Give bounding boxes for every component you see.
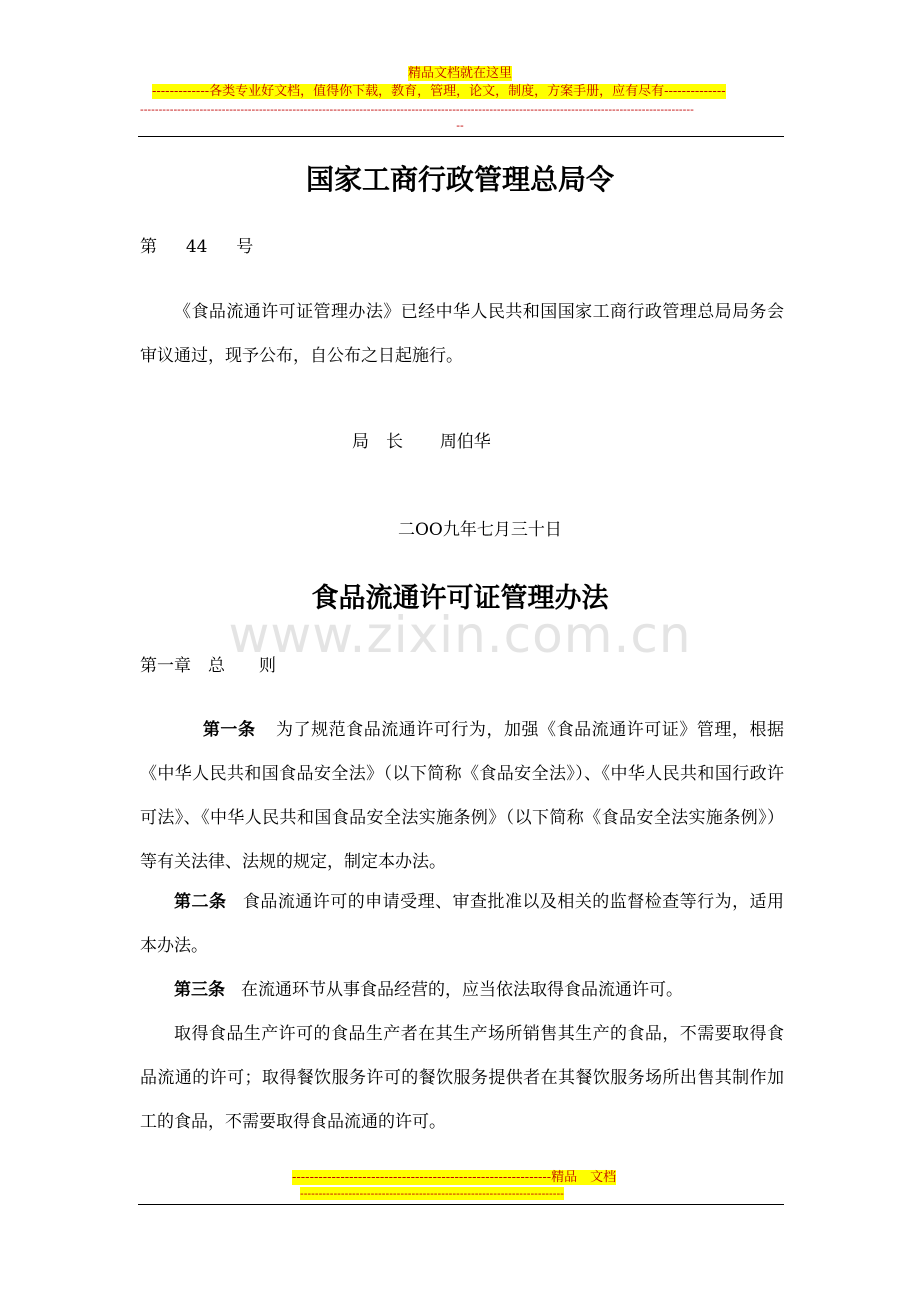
footer-rule (138, 1204, 784, 1205)
chapter-heading: 第一章 总 则 (140, 656, 276, 676)
watermark: www.zixin.com.cn (228, 606, 692, 664)
footer-dash-line: ----------------------------------------------------------------------- (300, 1187, 564, 1200)
article-1 (140, 708, 784, 884)
article-2 (140, 880, 784, 968)
header-rule (138, 136, 784, 137)
signer-name: 周伯华 (439, 432, 491, 452)
article-3-continued-text: 取得食品生产许可的食品生产者在其生产场所销售其生产的食品，不需要取得食品流通的许可；取得餐饮服务许可的餐饮服务提供者在其餐饮服务场所出售其制作加工的食品，不需要取得食品流通的许可。 (140, 1024, 784, 1132)
article-3-continued (140, 1012, 784, 1144)
header-dash-line-end: -- (456, 119, 464, 132)
header-dash-line: ----------------------------------------------------------------------------------------------------------------------------------------------------- (140, 104, 694, 116)
article-3 (140, 968, 784, 1012)
order-number: 44 (185, 237, 208, 257)
article-1-text: 为了规范食品流通许可行为，加强《食品流通许可证》管理，根据《中华人民共和国食品安全法》（以下简称《食品安全法》）、《中华人民共和国行政许可法》、《中华人民共和国食品安全法实施条例》（以下简称《食品安全法实施条例》）等有关法律、法规的规定，制定本办法。 (140, 720, 785, 872)
order-number-prefix: 第 (140, 237, 157, 257)
article-2-text: 食品流通许可的申请受理、审查批准以及相关的监督检查等行为，适用本办法。 (140, 892, 785, 956)
order-paragraph-text: 《食品流通许可证管理办法》已经中华人民共和国国家工商行政管理总局局务会审议通过，现予公布，自公布之日起施行。 (140, 302, 784, 366)
signer-line (352, 431, 491, 453)
article-1-label: 第一条 (202, 720, 256, 740)
header-banner-title: 精品文档就在这里 (407, 66, 512, 81)
measures-title: 食品流通许可证管理办法 (311, 583, 609, 614)
order-title: 国家工商行政管理总局令 (305, 163, 614, 196)
article-2-label: 第二条 (174, 892, 227, 912)
order-number-line (140, 236, 253, 258)
article-3-text: 在流通环节从事食品经营的，应当依法取得食品流通许可。 (241, 980, 683, 1000)
article-3-label: 第三条 (174, 980, 225, 1000)
order-number-suffix: 号 (236, 237, 254, 257)
header-banner-tagline: -------------各类专业好文档，值得你下载，教育，管理，论文，制度，方案手册，应有尽有-------------- (152, 84, 726, 99)
order-paragraph (140, 290, 784, 378)
order-date: 二OO九年七月三十日 (398, 520, 562, 540)
footer-banner: -----------------------------------------------------------精品 文档 (292, 1170, 617, 1185)
signer-title: 局 长 (352, 432, 403, 452)
